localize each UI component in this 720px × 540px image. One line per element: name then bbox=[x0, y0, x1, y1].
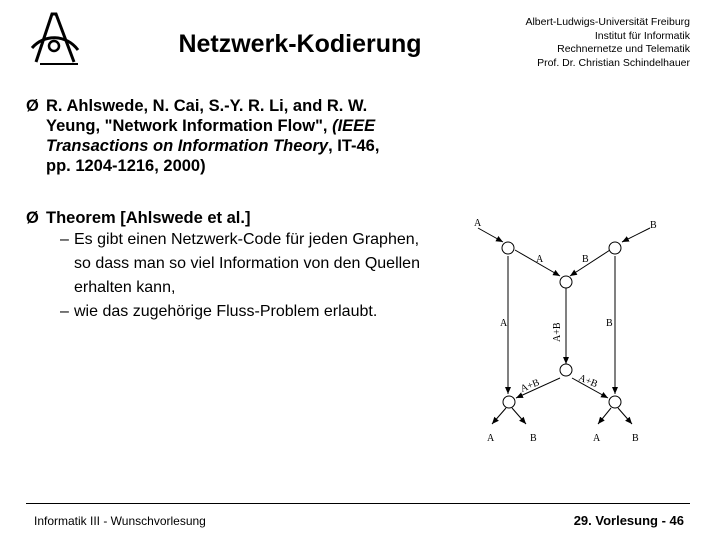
label-edge-b: B bbox=[582, 254, 589, 265]
institution-line: Rechnernetze und Telematik bbox=[557, 43, 690, 55]
label-source-a: A bbox=[474, 218, 482, 229]
label-source-b: B bbox=[650, 220, 657, 231]
institution-line: Prof. Dr. Christian Schindelhauer bbox=[537, 56, 690, 69]
reference-line: Transactions on Information Theory, IT-46, bbox=[46, 137, 380, 155]
theorem-subitem: – Es gibt einen Netzwerk-Code für jeden Graphen, so dass man so viel Information von den Quellen erhalten kann, bbox=[60, 228, 466, 300]
label-middle-sum: A+B bbox=[552, 322, 563, 342]
butterfly-network-diagram bbox=[460, 210, 700, 460]
label-out-a: A bbox=[593, 433, 601, 444]
label-edge-a: A bbox=[536, 254, 544, 265]
reference-line: Yeung, "Network Information Flow", (IEEE bbox=[46, 117, 376, 135]
label-right-sum: A+B bbox=[576, 372, 600, 391]
bullet-theorem bbox=[26, 208, 466, 228]
label-out-a: A bbox=[487, 433, 495, 444]
footer-page-number: 29. Vorlesung - 46 bbox=[573, 513, 684, 528]
reference-line: pp. 1204-1216, 2000) bbox=[46, 157, 206, 175]
label-right-b: B bbox=[606, 318, 613, 329]
university-logo bbox=[26, 8, 88, 70]
label-left-a: A bbox=[500, 318, 508, 329]
bullet-reference bbox=[26, 96, 466, 176]
dash-bullet: – bbox=[60, 303, 69, 320]
arrow-bullet-icon: Ø bbox=[26, 97, 39, 115]
institution-line: Albert-Ludwigs-Universität Freiburg bbox=[525, 16, 690, 28]
footer-divider bbox=[26, 503, 690, 504]
arrow-bullet-icon: Ø bbox=[26, 209, 39, 227]
slide-body bbox=[26, 96, 466, 324]
label-out-b: B bbox=[530, 433, 537, 444]
institution-info bbox=[525, 16, 690, 70]
footer-course: Informatik III - Wunschvorlesung bbox=[34, 514, 206, 528]
page-title: Netzwerk-Kodierung bbox=[178, 30, 422, 58]
theorem-heading: Theorem [Ahlswede et al.] bbox=[46, 209, 251, 227]
label-out-b: B bbox=[632, 433, 639, 444]
logo-icon bbox=[26, 8, 88, 70]
theorem-subitem: – wie das zugehörige Fluss-Problem erlaubt. bbox=[60, 300, 466, 324]
label-left-sum: A+B bbox=[519, 377, 542, 395]
dash-bullet: – bbox=[60, 231, 69, 248]
institution-line: Institut für Informatik bbox=[594, 29, 690, 42]
reference-line: R. Ahlswede, N. Cai, S.-Y. R. Li, and R. W. bbox=[46, 97, 368, 115]
